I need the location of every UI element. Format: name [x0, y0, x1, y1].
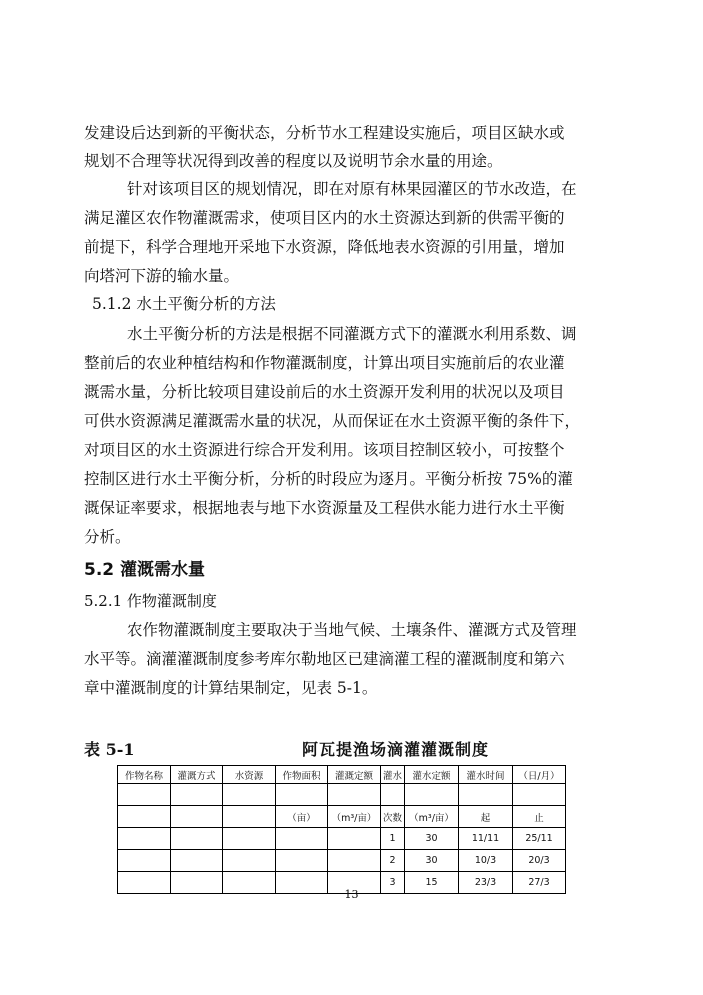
paragraph-line: 可供水资源满足灌溉需水量的状况，从而保证在水土资源平衡的条件下， [84, 412, 581, 430]
start-date-cell: 11/11 [459, 828, 513, 850]
paragraph-line: 水土平衡分析的方法是根据不同灌溉方式下的灌溉水利用系数、调 [127, 325, 577, 343]
header-cell: 灌溉定额 [328, 766, 381, 784]
irrigation-quota-cell: 15 [405, 872, 459, 894]
irrigation-schedule-table [117, 765, 566, 894]
table-blank-row [118, 784, 566, 806]
unit-cell: 起 [459, 806, 513, 828]
paragraph-line: 溉需水量，分析比较项目建设前后的水土资源开发利用的状况以及项目 [84, 383, 565, 401]
paragraph-line: 针对该项目区的规划情况，即在对原有林果园灌区的节水改造，在 [127, 180, 577, 198]
header-cell: 水资源 [223, 766, 276, 784]
table-unit-row [118, 806, 566, 828]
irrigation-count-cell: 2 [381, 850, 405, 872]
unit-cell: （m³/亩） [328, 806, 381, 828]
paragraph-line: 农作物灌溉制度主要取决于当地气候、土壤条件、灌溉方式及管理 [127, 621, 577, 639]
header-cell: （日/月） [513, 766, 566, 784]
table-row [118, 850, 566, 872]
irrigation-quota-cell: 30 [405, 850, 459, 872]
paragraph-line: 满足灌区农作物灌溉需求，使项目区内的水土资源达到新的供需平衡的 [84, 209, 565, 227]
table-label: 表 5-1 [84, 740, 135, 759]
page-number: 13 [344, 888, 359, 901]
end-date-cell: 27/3 [513, 872, 566, 894]
unit-cell: （m³/亩） [405, 806, 459, 828]
header-cell: 灌水时间 [459, 766, 513, 784]
paragraph-line: 规划不合理等状况得到改善的程度以及说明节余水量的用途。 [84, 152, 503, 170]
unit-cell [171, 806, 223, 828]
subsection-heading: 5.2.1 作物灌溉制度 [84, 592, 217, 610]
start-date-cell: 23/3 [459, 872, 513, 894]
paragraph-line: 溉保证率要求，根据地表与地下水资源量及工程供水能力进行水土平衡 [84, 499, 565, 517]
paragraph-line: 向塔河下游的输水量。 [84, 267, 240, 285]
irrigation-count-cell: 3 [381, 872, 405, 894]
unit-cell: 止 [513, 806, 566, 828]
paragraph-line: 控制区进行水土平衡分析，分析的时段应为逐月。平衡分析按 75%的灌 [84, 470, 573, 488]
paragraph-line: 整前后的农业种植结构和作物灌溉制度，计算出项目实施前后的农业灌 [84, 354, 565, 372]
header-cell: 灌水定额 [405, 766, 459, 784]
header-cell: 灌水 [381, 766, 405, 784]
table-row [118, 828, 566, 850]
table-title: 阿瓦提渔场滴灌灌溉制度 [302, 740, 490, 759]
paragraph-line: 发建设后达到新的平衡状态，分析节水工程建设实施后，项目区缺水或 [84, 124, 565, 142]
header-cell: 作物名称 [118, 766, 171, 784]
irrigation-quota-cell: 30 [405, 828, 459, 850]
paragraph-line: 章中灌溉制度的计算结果制定，见表 5-1。 [84, 679, 378, 697]
paragraph-line: 水平等。滴灌灌溉制度参考库尔勒地区已建滴灌工程的灌溉制度和第六 [84, 650, 565, 668]
header-cell: 作物面积 [276, 766, 328, 784]
end-date-cell: 20/3 [513, 850, 566, 872]
header-cell: 灌溉方式 [171, 766, 223, 784]
end-date-cell: 25/11 [513, 828, 566, 850]
unit-cell [118, 806, 171, 828]
unit-cell: 次数 [381, 806, 405, 828]
paragraph-line: 前提下，科学合理地开采地下水资源，降低地表水资源的引用量，增加 [84, 238, 565, 256]
section-heading: 5.2 灌溉需水量 [84, 560, 206, 580]
subsection-heading: 5.1.2 水土平衡分析的方法 [92, 295, 276, 313]
paragraph-line: 对项目区的水土资源进行综合开发利用。该项目控制区较小，可按整个 [84, 441, 565, 459]
table-header-row [118, 766, 566, 784]
paragraph-line: 分析。 [84, 528, 131, 546]
unit-cell: （亩） [276, 806, 328, 828]
start-date-cell: 10/3 [459, 850, 513, 872]
irrigation-count-cell: 1 [381, 828, 405, 850]
unit-cell [223, 806, 276, 828]
